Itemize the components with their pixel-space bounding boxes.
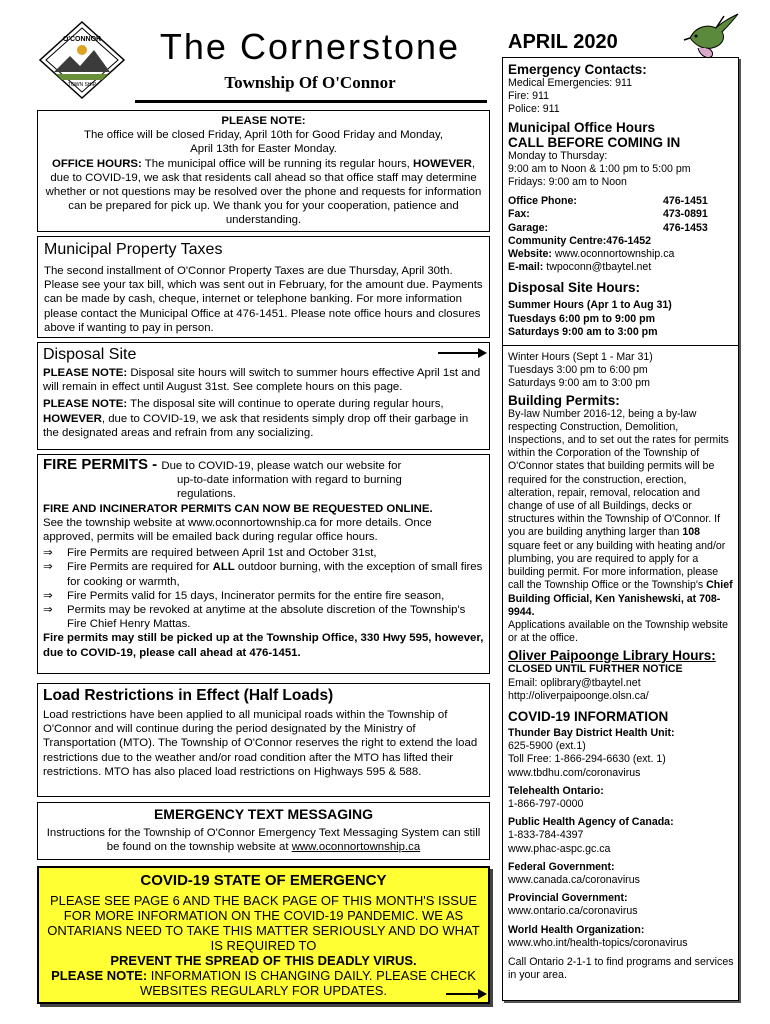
arrow-right-icon — [438, 346, 488, 358]
property-taxes-body: The second installment of O'Connor Property Taxes are due Thursday, April 30th. Please see your tax bill, which was sent out in February, for the amount due. Payments can be made by cash, cheque, internet or telephone banking. For more information please contact the Municipal Office at 476-1451. Please note office hours and closures above if wanting to pay in person. — [44, 265, 483, 334]
notice-closure: The office will be closed Friday, April 10th for Good Friday and Monday, April 13th for Easter Monday. — [84, 129, 443, 156]
arrow-right-icon — [446, 987, 488, 999]
disposal-heading: Disposal Site — [43, 346, 137, 363]
list-item: Medical Emergencies: 911 — [508, 77, 633, 89]
health-contact: Thunder Bay District Health Unit: 625-5900 (ext.1) Toll Free: 1-866-294-6630 (ext. 1) www.tbdhu.com/coronavirus — [508, 726, 675, 779]
logo-text-bottom: TOWN SHIP — [67, 82, 97, 88]
list-item: Tuesdays 3:00 pm to 6:00 pm — [508, 364, 648, 377]
fire-website-info: See the township website at www.oconnortownship.ca for more details. Once approved, permits will be emailed back during regular office hours. — [43, 516, 432, 544]
list-item: ⇒ Fire Permits valid for 15 days, Incinerator permits for the entire fire season, — [43, 589, 445, 602]
list-item: ⇒ Fire Permits are required for ALL outdoor burning, with the exception of small fires for cooking or warmth, — [43, 561, 483, 588]
disposal-note-2: PLEASE NOTE: The disposal site will continue to operate during regular hours, HOWEVER, due to COVID-19, we ask that residents simply drop off their garbage in the designated areas and refrain from any socializing. — [43, 398, 469, 439]
covid-info-heading: COVID-19 INFORMATION — [508, 708, 669, 724]
list-item: Email: oplibrary@tbaytel.net — [508, 676, 641, 689]
fire-permits-section — [37, 454, 490, 674]
list-item: ⇒ Fire Permits are required between April 1st and October 31st, — [43, 547, 377, 560]
office-hours-subheading: CALL BEFORE COMING IN — [508, 134, 681, 150]
list-item: Fridays: 9:00 am to Noon — [508, 176, 627, 189]
covid-box-note: PLEASE NOTE: INFORMATION IS CHANGING DAILY. PLEASE CHECK WEBSITES REGULARLY FOR UPDATES. — [51, 968, 476, 998]
load-body: Load restrictions have been applied to all municipal roads within the Township of O'Connor and will continue during the period designated by the Ministry of Transportation (MTO). The Township of O'Connor reserves the right to extend the load restrictions due to the weather and/or road condition after the MTO has lifted their restrictions. MTO has also placed load restrictions on Highways 595 & 588. — [43, 709, 478, 778]
load-heading: Load Restrictions in Effect (Half Loads) — [43, 687, 334, 704]
email-line: E-mail: twpoconn@tbaytel.net — [508, 261, 652, 274]
covid-box-text: PLEASE SEE PAGE 6 AND THE BACK PAGE OF THIS MONTH'S ISSUE FOR MORE INFORMATION ON THE COVID-19 PANDEMIC. WE AS ONTARIANS NEED TO TAKE THIS MATTER SERIOUSLY AND DO WHAT IS REQUIRED TO — [47, 893, 480, 953]
list-item: ⇒ Permits may be revoked at anytime at the absolute discretion of the Township's Fire Chief Henry Mattas. — [43, 604, 466, 631]
list-item: Saturdays 9:00 am to 3:00 pm — [508, 377, 650, 390]
list-item: Fire: 911 — [508, 90, 550, 103]
office-hours-heading: Municipal Office Hours — [508, 119, 656, 135]
building-permits-body: By-law Number 2016-12, being a by-law respecting Construction, Demolition, Inspections, and to set out the rates for permits within the Corporation of the Township of O'Connor states that building permits will be required for the construction, erection, alteration, repair, removal, relocation and change of use of all Buildings, decks or structures within the Township of O'Connor. If you are building anything larger than 108 square feet or any building with heating and/or plumbing, you are required to apply for a building permit. For more information, please call the Township Office or the Township's Chief Building Official, Ken Yanishewski, at 708-9944. — [508, 407, 733, 618]
community-centre-phone: Community Centre:476-1452 — [508, 234, 652, 247]
website-link[interactable]: www.oconnortownship.ca — [551, 248, 675, 261]
emergency-text-body: Instructions for the Township of O'Connor Emergency Text Messaging System can still be found on the township website at www.oconnortownship.ca — [46, 827, 481, 854]
disposal-site-section — [37, 342, 490, 450]
logo-text-top: O'CONNOR — [62, 36, 102, 43]
list-item: Summer Hours (Apr 1 to Aug 31) — [508, 299, 672, 312]
list-item: Saturdays 9:00 am to 3:00 pm — [508, 325, 658, 338]
fire-pickup-notice: Fire permits may still be picked up at the Township Office, 330 Hwy 595, however, due to COVID-19, please call ahead at 476-1451. — [43, 632, 484, 659]
issue-month: APRIL 2020 — [508, 31, 618, 53]
fire-heading: FIRE PERMITS — [43, 456, 149, 473]
fire-online-notice: FIRE AND INCINERATOR PERMITS CAN NOW BE REQUESTED ONLINE. — [43, 502, 433, 515]
list-item: Tuesdays 6:00 pm to 9:00 pm — [508, 312, 655, 325]
township-website-link[interactable]: www.oconnortownship.ca — [291, 841, 421, 854]
email-link[interactable]: twpoconn@tbaytel.net — [543, 261, 652, 274]
info-sidebar — [502, 57, 739, 1001]
newsletter-title: The Cornerstone — [159, 26, 461, 67]
health-contact: Provincial Government: www.ontario.ca/coronavirus — [508, 892, 638, 918]
library-closed: CLOSED UNTIL FURTHER NOTICE — [508, 663, 683, 676]
disposal-note-1: PLEASE NOTE: Disposal site hours will switch to summer hours effective April 1st and will remain in effect until August 31st. See complete hours on this page. — [43, 367, 481, 394]
phone-list — [508, 195, 735, 235]
phone-row: Fax: 473-0891 — [508, 208, 708, 221]
fire-intro: FIRE PERMITS - Due to COVID-19, please watch our website for — [43, 456, 402, 473]
list-item: http://oliverpaipoonge.olsn.ca/ — [508, 689, 649, 702]
township-logo — [36, 20, 128, 100]
emergency-contacts-list — [508, 77, 735, 117]
building-applications: Applications available on the Township website or at the office. — [508, 618, 729, 645]
property-taxes-section — [37, 236, 490, 338]
property-taxes-heading: Municipal Property Taxes — [44, 241, 223, 258]
health-contact: World Health Organization: www.who.int/health-topics/coronavirus — [508, 923, 688, 949]
hummingbird-icon — [682, 8, 742, 62]
covid-box-prevent: PREVENT THE SPREAD OF THIS DEADLY VIRUS. — [110, 953, 417, 968]
website-line: Website: www.oconnortownship.ca — [508, 248, 675, 261]
list-item: 9:00 am to Noon & 1:00 pm to 5:00 pm — [508, 162, 691, 175]
health-contact: Federal Government: www.canada.ca/coronavirus — [508, 860, 640, 886]
newsletter-subtitle: Township Of O'Connor — [224, 73, 396, 92]
title-rule — [135, 100, 487, 103]
notice-heading: PLEASE NOTE: — [221, 115, 306, 127]
disposal-hours-heading: Disposal Site Hours: — [508, 280, 641, 296]
list-item: Police: 911 — [508, 103, 560, 116]
library-heading: Oliver Paipoonge Library Hours: — [508, 648, 716, 664]
ontario-211-info: Call Ontario 2-1-1 to find programs and services in your area. — [508, 955, 734, 982]
emergency-contacts-heading: Emergency Contacts: — [508, 62, 647, 77]
covid-emergency-box — [37, 866, 490, 1004]
emergency-text-heading: EMERGENCY TEXT MESSAGING — [153, 806, 374, 822]
covid-box-heading: COVID-19 STATE OF EMERGENCY — [140, 872, 387, 889]
load-restrictions-section — [37, 683, 490, 797]
emergency-text-section — [37, 802, 490, 860]
notice-office-hours: OFFICE HOURS: The municipal office will be running its regular hours, HOWEVER, due to COVID-19, we ask that residents call ahead so that office staff may determine whether or not questions may be resolved over the phone and requests for information can be prepared for pick up. We thank you for your cooperation, patience and understanding. — [45, 157, 482, 227]
phone-row: Garage: 476-1453 — [508, 221, 708, 234]
fire-rules-list — [43, 546, 484, 631]
list-item: Monday to Thursday: — [508, 149, 608, 162]
list-item: Winter Hours (Sept 1 - Mar 31) — [508, 351, 653, 364]
fire-intro-2: up-to-date information with regard to burning regulations. — [177, 474, 402, 501]
building-permits-heading: Building Permits: — [508, 392, 620, 408]
health-contact: Telehealth Ontario: 1-866-797-0000 — [508, 784, 604, 810]
office-notice-box — [37, 110, 490, 232]
health-contact: Public Health Agency of Canada: 1-833-784-4397 www.phac-aspc.gc.ca — [508, 816, 674, 855]
phone-row: Office Phone: 476-1451 — [508, 195, 708, 208]
sidebar-divider — [503, 345, 738, 346]
